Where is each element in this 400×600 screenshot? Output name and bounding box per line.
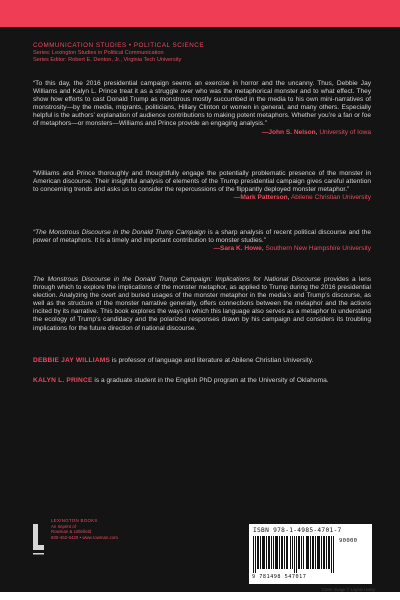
reviewer-name: —Mark Patterson xyxy=(233,194,288,202)
reviewer-name: —John S. Nelson xyxy=(261,128,316,136)
series-name: Series: Lexington Studies in Political Communication xyxy=(33,50,164,56)
author-bio-prince xyxy=(33,377,371,385)
book-full-title: The Monstrous Discourse in the Donald Trump Campaign: Implications for National Discourse xyxy=(33,276,321,283)
cover-image-credit: Cover image © Laynie Haley xyxy=(321,587,375,592)
blurb-text: “Williams and Prince thoroughly and thoughtfully engage the potentially problematic presence of the monster in American discourse. Their insightful analysis of elements of the Trump presidential campaign gives careful attention to concerning trends and asks us to consider the repercussions of the flippantly deployed monster metaphor.” xyxy=(33,170,371,194)
top-color-band xyxy=(0,0,400,27)
author-bio: is a graduate student in the English PhD program at the University of Oklahoma. xyxy=(92,377,329,384)
blurb-nelson xyxy=(33,80,371,137)
author-name: DEBBIE JAY WILLIAMS xyxy=(33,357,111,364)
author-name: KALYN L. PRINCE xyxy=(33,377,93,384)
publisher-line2: Rowman & Littlefield xyxy=(51,529,92,535)
blurb-attribution: —Sara K. Howe, Southern New Hampshire University xyxy=(213,245,371,253)
ean-barcode-icon xyxy=(253,536,337,573)
blurb-body: is a sharp analysis of recent political discourse and the power of metaphors. It is a timely and important contribution to monster studies.” xyxy=(33,229,371,245)
subject-category: COMMUNICATION STUDIES • POLITICAL SCIENCE xyxy=(33,42,205,49)
publisher-text xyxy=(51,518,151,540)
blurb-howe xyxy=(33,229,371,253)
ean-digits: 9 781498 547017 xyxy=(252,574,307,580)
isbn-text: ISBN 978-1-4985-4701-7 xyxy=(253,527,342,534)
blurb-text xyxy=(33,229,371,245)
lexington-logo-icon xyxy=(30,520,46,558)
blurb-text: “To this day, the 2016 presidential campaign seems an exercise in horror and the uncanny. Thus, Debbie Jay Williams and Kalyn L. Prince treat it as a struggle over who was the metaphorical monster and to what effect. They show how efforts to cast Donald Trump as monstrous mostly succumbed in the media to his own mini-narratives of monstrosity—by the media, migrants, politicians, Hillary Clinton or women in general, and many others. Especially helpful is the authors’ explanation of audience contributions to making potent metaphors. Whether you’re a fan or foe of metaphors—or monsters—Williams and Prince provide an engaging analysis.” xyxy=(33,80,371,128)
series-info xyxy=(33,42,373,64)
price-code: 90000 xyxy=(339,538,358,544)
series-editor: Series Editor: Robert E. Denton, Jr., Virginia Tech University xyxy=(33,57,182,63)
author-bio: is professor of language and literature at Abilene Christian University. xyxy=(110,357,314,364)
reviewer-name: —Sara K. Howe xyxy=(213,245,262,253)
blurb-attribution: —Mark Patterson, Abilene Christian University xyxy=(233,194,371,202)
reviewer-affiliation: Abilene Christian University xyxy=(290,194,371,202)
publisher-contact: 800-462-6420 • www.rowman.com xyxy=(51,534,118,540)
publisher-line1: An Imprint of xyxy=(51,523,76,529)
book-description xyxy=(33,276,371,333)
blurb-attribution: —John S. Nelson, University of Iowa xyxy=(261,128,371,136)
reviewer-affiliation: University of Iowa xyxy=(319,128,371,136)
book-title-italic: “The Monstrous Discourse in the Donald Trump Campaign xyxy=(33,229,206,236)
publisher-block xyxy=(30,518,150,563)
barcode xyxy=(249,524,372,584)
description-body: provides a lens through which to explore the implications of the monster metaphor, as applied to Trump during the 2016 presidential election. Analyzing the overt and buried usages of the monster metaphor in the media’s and Trump’s discourse, as well as the structure of the monster narrative generally, offers connections between the metaphor and the actions incited by its narrative. This book explores the ways in which this language also serves as a metaphor to understand the ecology of Trump’s candidacy and the polarized responses drawn by his campaign and considers its troubling implications for the future direction of national discourse. xyxy=(33,276,372,332)
publisher-name: LEXINGTON BOOKS xyxy=(51,518,98,523)
author-bio-williams xyxy=(33,357,371,365)
blurb-patterson xyxy=(33,170,371,202)
reviewer-affiliation: Southern New Hampshire University xyxy=(265,245,371,253)
